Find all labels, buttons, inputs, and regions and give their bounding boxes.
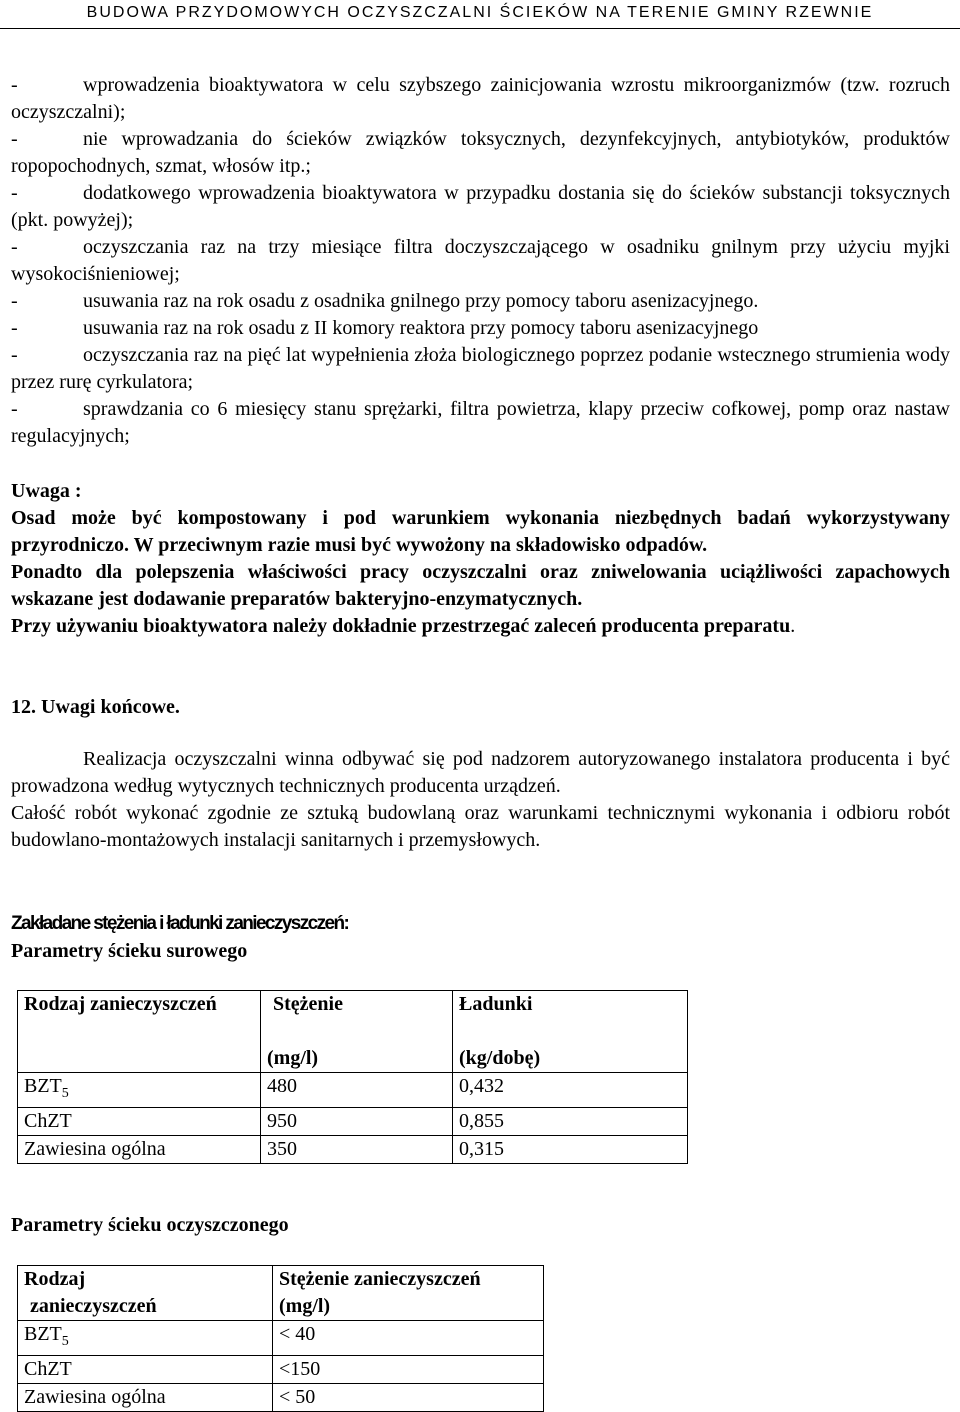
table-row — [18, 1356, 544, 1384]
section-paragraph: Realizacja oczyszczalni winna odbywać się pod nadzorem autoryzowanego instalatora producenta i być prowadzona według wytycznych technicznych producenta urządzeń. — [11, 748, 950, 797]
table-row — [18, 1108, 688, 1136]
note-body — [11, 505, 950, 640]
note-paragraph: Przy używaniu bioaktywatora należy dokładnie przestrzegać zaleceń producenta preparatu. — [11, 615, 796, 637]
header-cell: Ładunki (kg/dobę) — [453, 991, 688, 1073]
list-item: - sprawdzania co 6 miesięcy stanu sprężarki, filtra powietrza, klapy przeciw cofkowej, pomp oraz nastaw regulacyjnych; — [11, 398, 950, 447]
header-cell: Stężenie zanieczyszczeń (mg/l) — [273, 1266, 544, 1321]
table-cell: < 40 — [273, 1321, 544, 1356]
table-row — [18, 1073, 688, 1108]
table-header-row — [18, 991, 688, 1073]
note-paragraph: Osad może być kompostowany i pod warunkiem wykonania niezbędnych badań wykorzystywany przyrodniczo. W przeciwnym razie musi być wywożony na składowisko odpadów. — [11, 507, 950, 556]
note-label: Uwaga : — [11, 480, 82, 502]
header-cell: Stężenie (mg/l) — [261, 991, 453, 1073]
section-paragraph: Całość robót wykonać zgodnie ze sztuką budowlaną oraz warunkami technicznymi wykonania i odbioru robót budowlano-montażowych instalacji sanitarnych i przemysłowych. — [11, 802, 950, 851]
table-cell: 950 — [261, 1108, 453, 1136]
table-cell: <150 — [273, 1356, 544, 1384]
header-cell: Rodzaj zanieczyszczeń — [18, 991, 261, 1073]
table-header-row — [18, 1266, 544, 1321]
list-item: - usuwania raz na rok osadu z II komory reaktora przy pomocy taboru asenizacyjnego — [11, 317, 759, 339]
list-item: - dodatkowego wprowadzenia bioaktywatora w przypadku dostania się do ścieków substancji toksycznych (pkt. powyżej); — [11, 182, 950, 231]
maintenance-list — [11, 72, 950, 450]
table-cell: $BZT_5$ — [18, 1073, 261, 1108]
table-cell: $BZT_5$ — [18, 1321, 273, 1356]
treated-table-title: Parametry ścieku oczyszczonego — [11, 1214, 289, 1236]
list-item: - usuwania raz na rok osadu z osadnika gnilnego przy pomocy taboru asenizacyjnego. — [11, 290, 759, 312]
raw-sewage-table — [17, 990, 688, 1164]
table-cell: 350 — [261, 1136, 453, 1164]
table-cell: ChZT — [18, 1356, 273, 1384]
table-cell: Zawiesina ogólna — [18, 1136, 261, 1164]
loads-heading: Zakładane stężenia i ładunki zanieczyszczeń: — [11, 913, 349, 934]
table-row — [18, 1384, 544, 1412]
table-cell: < 50 — [273, 1384, 544, 1412]
table-cell: ChZT — [18, 1108, 261, 1136]
note-paragraph: Ponadto dla polepszenia właściwości pracy oczyszczalni oraz zniwelowania uciążliwości zapachowych wskazane jest dodawanie preparatów bakteryjno-enzymatycznych. — [11, 561, 950, 610]
section-body — [11, 746, 950, 854]
table-cell: 0,315 — [453, 1136, 688, 1164]
header-cell: Rodzaj zanieczyszczeń — [18, 1266, 273, 1321]
table-row — [18, 1321, 544, 1356]
raw-table-title: Parametry ścieku surowego — [11, 940, 248, 962]
table-cell: Zawiesina ogólna — [18, 1384, 273, 1412]
list-item: - wprowadzenia bioaktywatora w celu szybszego zainicjowania wzrostu mikroorganizmów (tzw. rozruch oczyszczalni); — [11, 74, 950, 123]
list-item: - oczyszczania raz na trzy miesiące filtra doczyszczającego w osadniku gnilnym przy użyciu myjki wysokociśnieniowej; — [11, 236, 950, 285]
header-divider — [0, 28, 960, 29]
table-cell: 0,432 — [453, 1073, 688, 1108]
list-item: - nie wprowadzania do ścieków związków toksycznych, dezynfekcyjnych, antybiotyków, produktów ropopochodnych, szmat, włosów itp.; — [11, 128, 950, 177]
table-cell: 0,855 — [453, 1108, 688, 1136]
list-item: - oczyszczania raz na pięć lat wypełnienia złoża biologicznego poprzez podanie wstecznego strumienia wody przez rurę cyrkulatora; — [11, 344, 950, 393]
table-cell: 480 — [261, 1073, 453, 1108]
treated-sewage-table — [17, 1265, 544, 1412]
running-header: BUDOWA PRZYDOMOWYCH OCZYSZCZALNI ŚCIEKÓW NA TERENIE GMINY RZEWNIE — [86, 4, 874, 21]
table-row — [18, 1136, 688, 1164]
section-heading: 12. Uwagi końcowe. — [11, 696, 180, 718]
